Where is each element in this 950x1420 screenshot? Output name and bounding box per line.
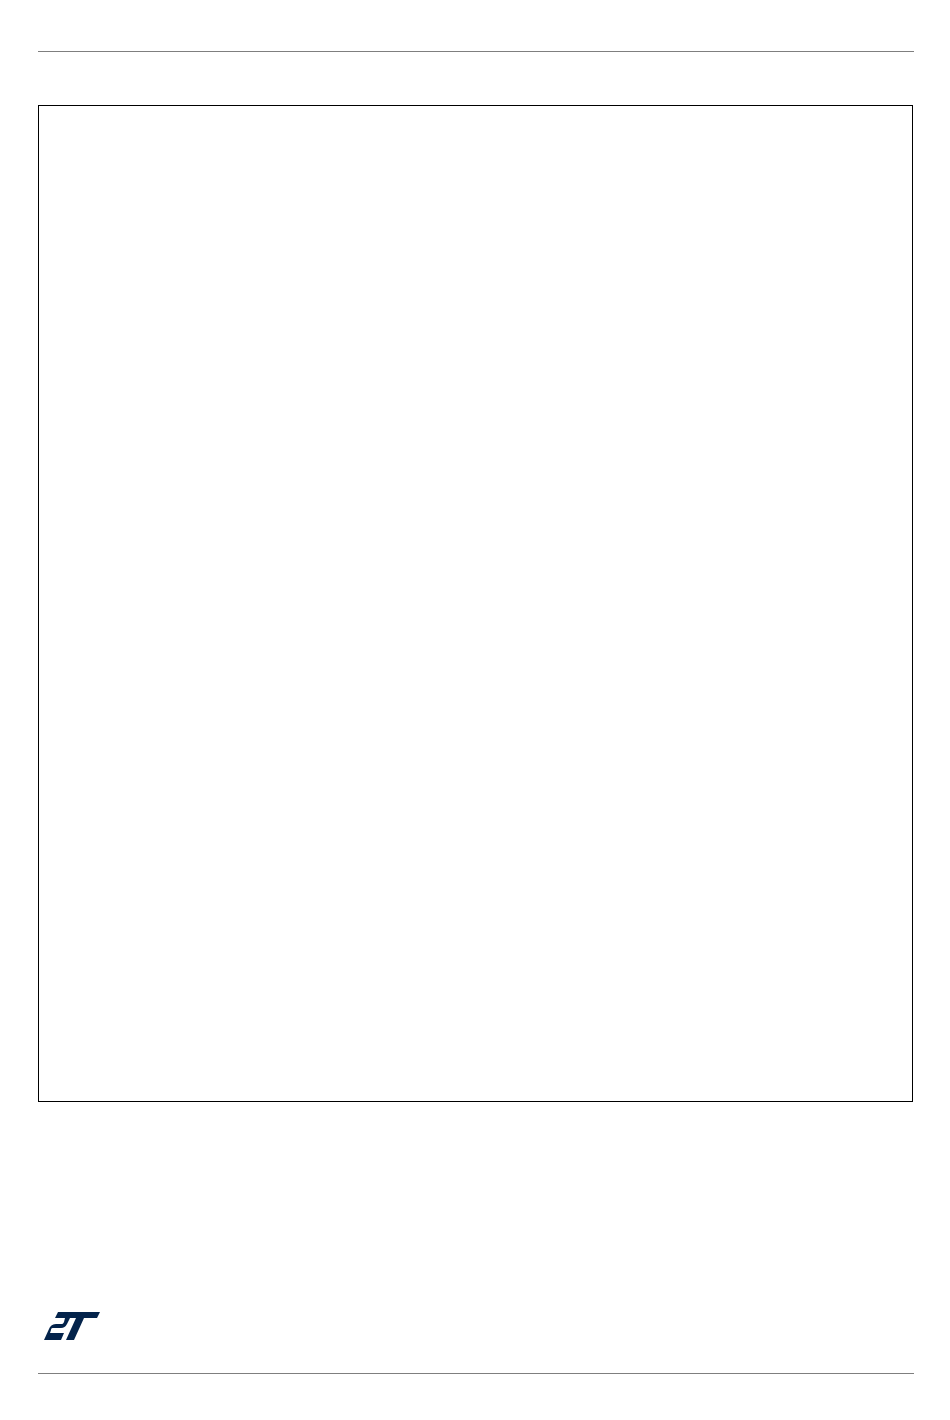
diagram-frame [39,106,913,1102]
st-logo [44,1310,102,1342]
